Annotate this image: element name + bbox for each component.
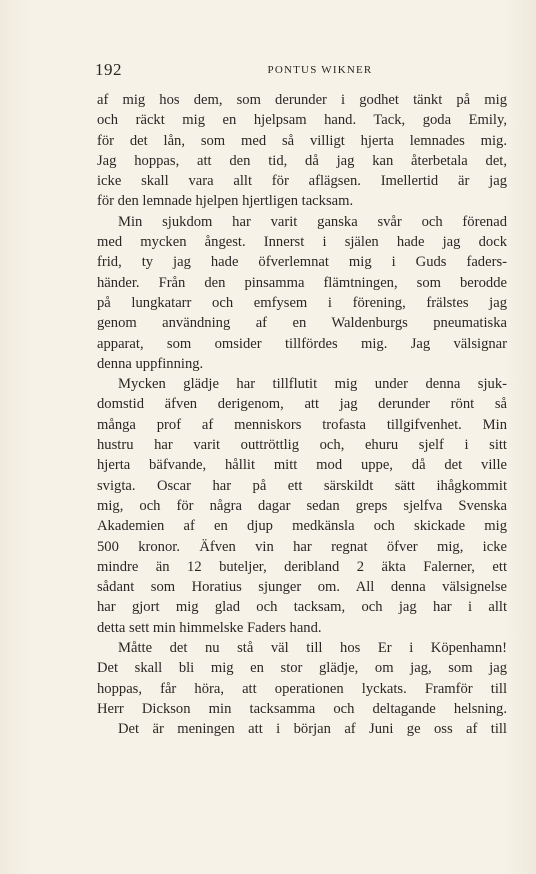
- text-line: icke skall vara allt för aflägsen. Imellertid är jag: [97, 173, 507, 190]
- text-line: detta sett min himmelske Faders hand.: [97, 619, 322, 636]
- text-line: och räckt mig en hjelpsam hand. Tack, goda Emily,: [97, 112, 507, 129]
- text-line: på lungkatarr och emfysem i förening, frälstes jag: [97, 294, 507, 311]
- text-line: händer. Från den pinsamma flämtningen, som berodde: [97, 274, 507, 291]
- page-number: 192: [95, 60, 122, 79]
- text-line: domstid äfven derigenom, att jag derunder rönt så: [97, 396, 507, 413]
- text-line: mig, och för några dagar sedan greps sjelfva Svenska: [97, 497, 507, 514]
- text-line: hustru har varit outtröttlig och, ehuru sjelf i sitt: [97, 437, 507, 454]
- text-line: Akademien af en djup medkänsla och skickade mig: [97, 518, 507, 535]
- text-line: svigta. Oscar har på ett särskildt sätt ihågkommit: [97, 477, 507, 494]
- text-line: apparat, som omsider tillfördes mig. Jag välsignar: [97, 335, 507, 352]
- text-line: 500 kronor. Äfven vin har regnat öfver mig, icke: [97, 538, 507, 555]
- paragraph-start-line: Måtte det nu stå väl till hos Er i Köpenhamn!: [118, 640, 507, 657]
- text-line: Det skall bli mig en stor glädje, om jag, som jag: [97, 660, 507, 677]
- text-line: Herr Dickson min tacksamma och deltagande helsning.: [97, 700, 507, 717]
- text-line: hoppas, får höra, att operationen lyckats. Framför till: [97, 680, 507, 697]
- text-line: många prof af menniskors trofasta tillgifvenhet. Min: [97, 416, 507, 433]
- text-line: af mig hos dem, som derunder i godhet tänkt på mig: [97, 92, 507, 108]
- body-text: [97, 90, 507, 740]
- running-head: PONTUS WIKNER: [267, 64, 373, 76]
- text-line: sådant som Horatius sjunger om. All denna välsignelse: [97, 579, 507, 596]
- text-line: genom användning af en Waldenburgs pneumatiska: [97, 315, 507, 332]
- text-line: hjerta bäfvande, hållit mitt mod uppe, då det ville: [97, 457, 507, 474]
- text-line: denna uppfinning.: [97, 355, 204, 372]
- text-line: Jag hoppas, att den tid, då jag kan återbetala det,: [97, 152, 507, 169]
- paragraph-start-line: Min sjukdom har varit ganska svår och förenad: [118, 213, 507, 230]
- text-line: frid, ty jag hade öfverlemnat mig i Guds faders-: [97, 254, 507, 271]
- paragraph-start-line: Det är meningen att i början af Juni ge oss af till: [118, 721, 507, 738]
- text-line: med mycken ångest. Innerst i själen hade jag dock: [97, 234, 507, 251]
- text-line: mindre än 12 buteljer, deribland 2 äkta Falerner, ett: [97, 558, 507, 575]
- paragraph-start-line: Mycken glädje har tillflutit mig under denna sjuk-: [118, 376, 507, 393]
- page-header: [95, 60, 505, 84]
- text-line: har gjort mig glad och tacksam, och jag har i allt: [97, 599, 507, 616]
- text-line: för den lemnade hjelpen hjertligen tacksam.: [97, 193, 354, 210]
- text-line: för det lån, som med så villigt hjerta lemnades mig.: [97, 132, 507, 149]
